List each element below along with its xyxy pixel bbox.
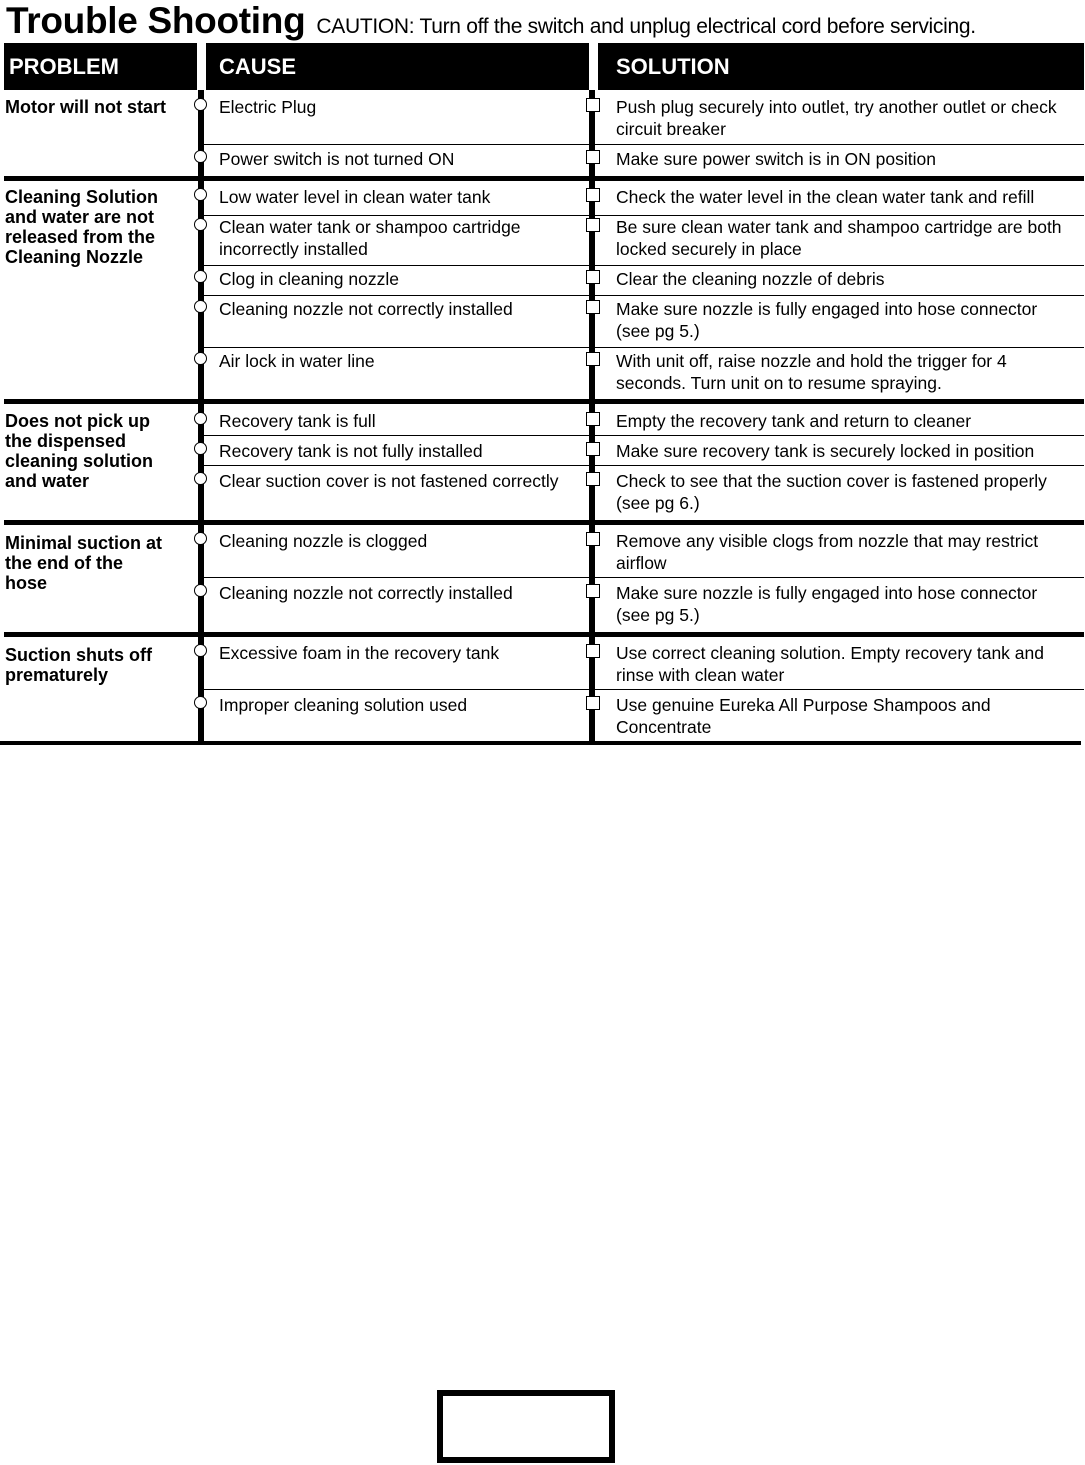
problem-label: Motor will not start bbox=[5, 97, 166, 117]
cause-text: Cleaning nozzle is clogged bbox=[219, 531, 428, 551]
cause-text: Electric Plug bbox=[219, 97, 317, 117]
row-separator bbox=[204, 689, 1084, 690]
cause-text: Clean water tank or shampoo cartridge incorrectly installed bbox=[219, 217, 521, 259]
group-separator bbox=[4, 176, 1084, 181]
caution-notice: CAUTION: Turn off the switch and unplug electrical cord before servicing. bbox=[316, 15, 976, 38]
square-checkbox-icon bbox=[586, 188, 600, 202]
circle-checkbox-icon bbox=[194, 98, 207, 111]
solution-text: Empty the recovery tank and return to cleaner bbox=[616, 411, 972, 431]
cause-text: Clear suction cover is not fastened correctly bbox=[219, 471, 559, 491]
circle-checkbox-icon bbox=[194, 300, 207, 313]
group-separator bbox=[4, 520, 1084, 525]
square-checkbox-icon bbox=[586, 98, 600, 112]
page-number-box bbox=[437, 1390, 615, 1463]
circle-checkbox-icon bbox=[194, 696, 207, 709]
solution-text: Remove any visible clogs from nozzle that may restrict airflow bbox=[616, 531, 1039, 573]
problem-label: Cleaning Solution and water are not released from the Cleaning Nozzle bbox=[5, 187, 158, 267]
cause-text: Power switch is not turned ON bbox=[219, 149, 455, 169]
solution-text: Clear the cleaning nozzle of debris bbox=[616, 269, 885, 289]
solution-text: Make sure nozzle is fully engaged into hose connector (see pg 5.) bbox=[616, 583, 1038, 625]
circle-checkbox-icon bbox=[194, 442, 207, 455]
solution-text: Use correct cleaning solution. Empty recovery tank and rinse with clean water bbox=[616, 643, 1044, 685]
solution-text: Make sure power switch is in ON position bbox=[616, 149, 936, 169]
circle-checkbox-icon bbox=[194, 412, 207, 425]
circle-checkbox-icon bbox=[194, 150, 207, 163]
solution-text: Check the water level in the clean water tank and refill bbox=[616, 187, 1035, 207]
square-checkbox-icon bbox=[586, 150, 600, 164]
square-checkbox-icon bbox=[586, 472, 600, 486]
solution-text: Be sure clean water tank and shampoo cartridge are both locked securely in place bbox=[616, 217, 1062, 259]
page-title-row bbox=[6, 0, 976, 40]
row-separator bbox=[204, 265, 1084, 266]
square-checkbox-icon bbox=[586, 218, 600, 232]
solution-text: Push plug securely into outlet, try another outlet or check circuit breaker bbox=[616, 97, 1057, 139]
square-checkbox-icon bbox=[586, 412, 600, 426]
cause-text: Cleaning nozzle not correctly installed bbox=[219, 583, 513, 603]
cause-text: Improper cleaning solution used bbox=[219, 695, 468, 715]
square-checkbox-icon bbox=[586, 270, 600, 284]
column-header-cause: CAUSE bbox=[206, 43, 589, 90]
problem-label: Minimal suction at the end of the hose bbox=[5, 533, 163, 593]
row-separator bbox=[204, 295, 1084, 296]
circle-checkbox-icon bbox=[194, 472, 207, 485]
square-checkbox-icon bbox=[586, 696, 600, 710]
square-checkbox-icon bbox=[586, 644, 600, 658]
circle-checkbox-icon bbox=[194, 270, 207, 283]
circle-checkbox-icon bbox=[194, 584, 207, 597]
solution-text: Make sure nozzle is fully engaged into hose connector (see pg 5.) bbox=[616, 299, 1038, 341]
page-title: Trouble Shooting bbox=[6, 0, 306, 41]
table-bottom-rule bbox=[0, 741, 1081, 745]
row-separator bbox=[204, 577, 1084, 578]
cause-text: Clog in cleaning nozzle bbox=[219, 269, 399, 289]
row-separator bbox=[204, 435, 1084, 436]
column-header-solution: SOLUTION bbox=[598, 43, 1084, 90]
circle-checkbox-icon bbox=[194, 188, 207, 201]
problem-label: Does not pick up the dispensed cleaning solution and water bbox=[5, 411, 154, 491]
solution-text: With unit off, raise nozzle and hold the trigger for 4 seconds. Turn unit on to resume spraying. bbox=[616, 351, 1007, 393]
cause-text: Excessive foam in the recovery tank bbox=[219, 643, 500, 663]
cause-text: Low water level in clean water tank bbox=[219, 187, 491, 207]
group-separator bbox=[4, 399, 1084, 404]
circle-checkbox-icon bbox=[194, 218, 207, 231]
cause-text: Air lock in water line bbox=[219, 351, 375, 371]
solution-text: Make sure recovery tank is securely locked in position bbox=[616, 441, 1035, 461]
group-separator bbox=[4, 632, 1084, 637]
column-header-problem: PROBLEM bbox=[4, 43, 197, 90]
cause-text: Recovery tank is not fully installed bbox=[219, 441, 483, 461]
solution-text: Check to see that the suction cover is fastened properly (see pg 6.) bbox=[616, 471, 1047, 513]
square-checkbox-icon bbox=[586, 300, 600, 314]
row-separator bbox=[204, 465, 1084, 466]
row-separator bbox=[204, 347, 1084, 348]
square-checkbox-icon bbox=[586, 584, 600, 598]
cause-text: Recovery tank is full bbox=[219, 411, 376, 431]
square-checkbox-icon bbox=[586, 352, 600, 366]
circle-checkbox-icon bbox=[194, 352, 207, 365]
circle-checkbox-icon bbox=[194, 532, 207, 545]
square-checkbox-icon bbox=[586, 532, 600, 546]
circle-checkbox-icon bbox=[194, 644, 207, 657]
solution-text: Use genuine Eureka All Purpose Shampoos and Concentrate bbox=[616, 695, 991, 737]
cause-text: Cleaning nozzle not correctly installed bbox=[219, 299, 513, 319]
square-checkbox-icon bbox=[586, 442, 600, 456]
problem-label: Suction shuts off prematurely bbox=[5, 645, 152, 685]
row-separator bbox=[204, 144, 1084, 145]
